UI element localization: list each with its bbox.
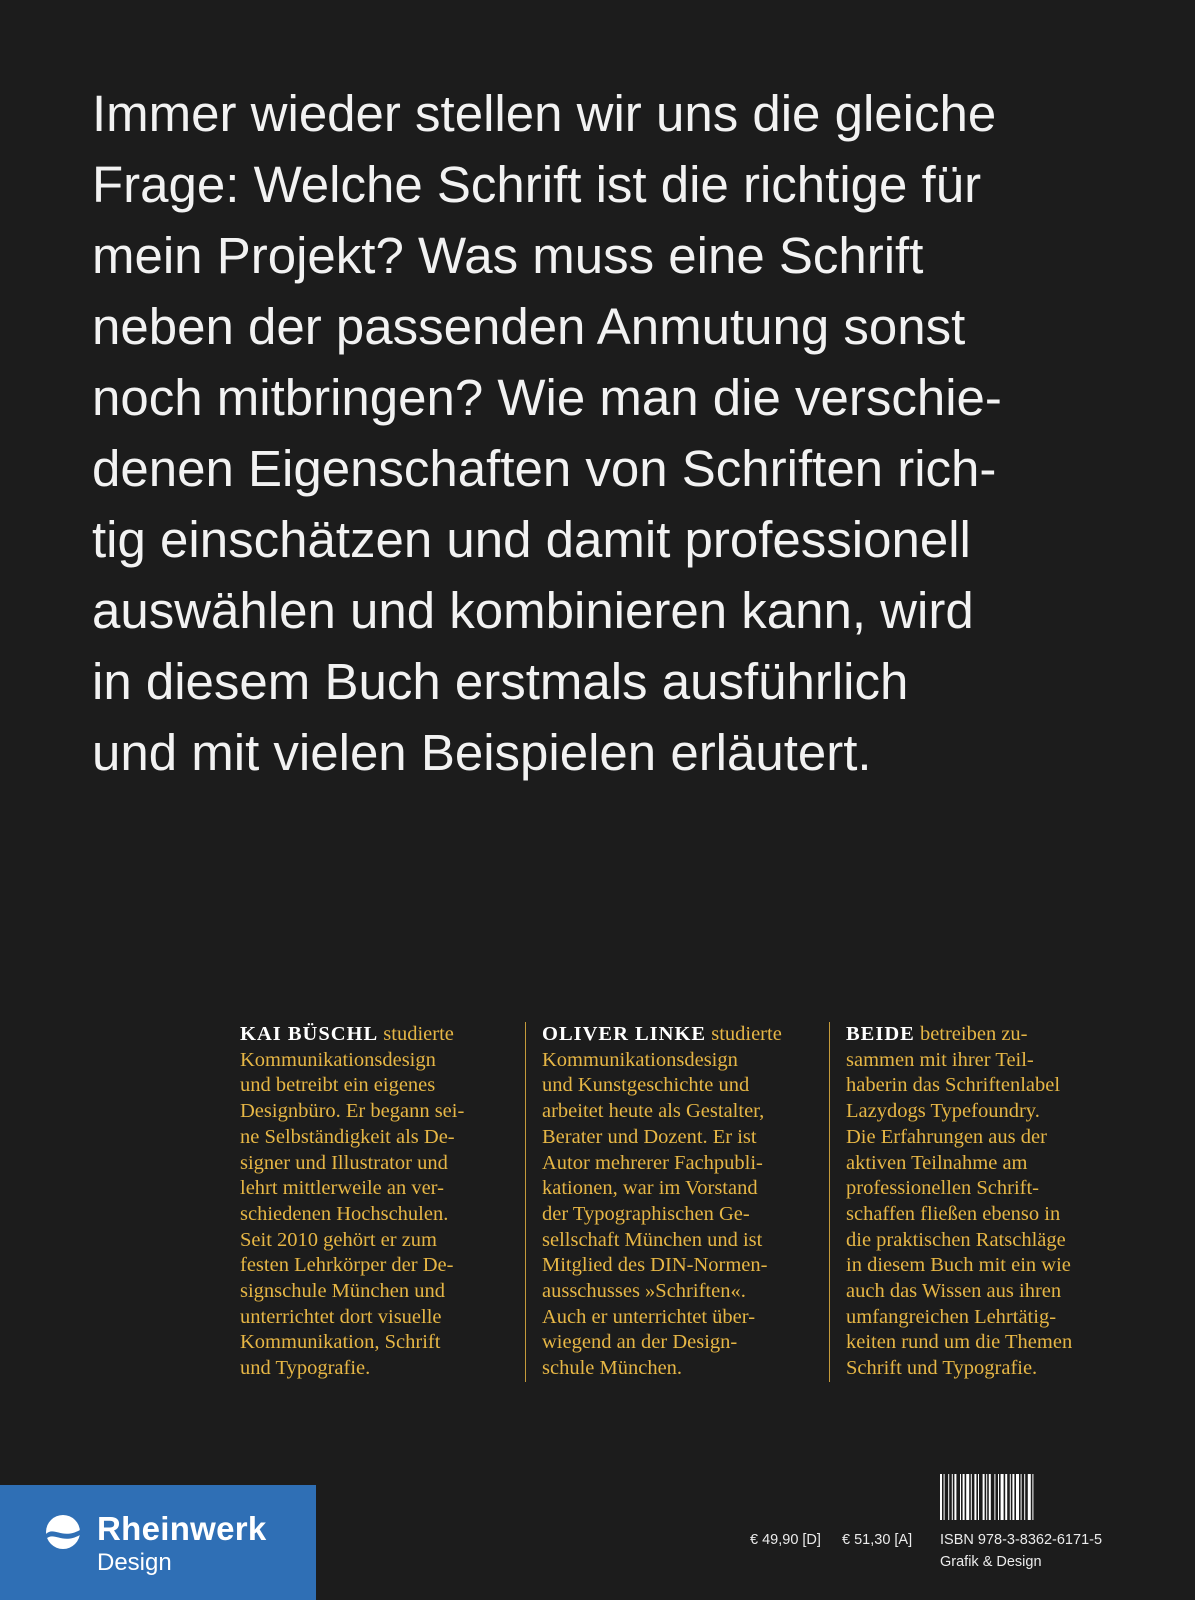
bio-line: unterrichtet dort visuelle [240,1305,442,1328]
bio-line: Kommunikation, Schrift [240,1331,441,1354]
bio-line: signer und Illustrator und [240,1151,448,1174]
bio-line: und Typografie. [240,1357,371,1380]
bio-line: und betreibt ein eigenes [240,1074,436,1097]
bio-line: Autor mehrerer Fachpubli- [542,1151,763,1174]
bio-line: auch das Wissen aus ihren [846,1280,1062,1303]
bio-line: sellschaft München und ist [542,1228,763,1251]
bio-line: Mitglied des DIN-Normen- [542,1254,768,1277]
bio-text: studierte [706,1023,782,1045]
bio-line: Die Erfahrungen aus der [846,1125,1047,1148]
author-bios [232,1022,1132,1386]
bio-line: sammen mit ihrer Teil- [846,1048,1034,1071]
bio-line: Schrift und Typografie. [846,1357,1038,1380]
bio-line: Kommunikationsdesign [240,1048,436,1071]
column-divider [829,1022,830,1382]
barcode [940,1474,1122,1520]
author-name: OLIVER LINKE [542,1023,707,1045]
bio-oliver-linke [542,1022,822,1386]
bio-line: arbeitet heute als Gestalter, [542,1100,765,1123]
bio-line: die praktischen Ratschläge [846,1228,1066,1251]
blurb-line: noch mitbringen? Wie man die verschie- [92,369,1002,426]
bio-line: ausschusses »Schriften«. [542,1280,746,1303]
bio-line: schule München. [542,1357,683,1380]
bio-line: und Kunstgeschichte und [542,1074,750,1097]
bio-line: schaffen fließen ebenso in [846,1202,1061,1225]
bio-text: studierte [378,1023,454,1045]
bio-line: Lazydogs Typefoundry. [846,1100,1040,1123]
bio-line: Kommunikationsdesign [542,1048,738,1071]
bio-first-line [240,1022,520,1048]
author-name: BEIDE [846,1023,915,1045]
price-germany: € 49,90 [D] [750,1532,821,1548]
author-name: KAI BÜSCHL [240,1023,379,1045]
bio-kai-bueschl [240,1022,520,1386]
blurb-line: denen Eigenschaften von Schriften rich- [92,440,997,497]
blurb-line: tig einschätzen und damit professionell [92,511,971,568]
publisher-imprint: Design [97,1549,172,1576]
bio-line: festen Lehrkörper der De- [240,1254,454,1277]
bio-line: Auch er unterrichtet über- [542,1305,756,1328]
bio-line: umfangreichen Lehrtätig- [846,1305,1057,1328]
bio-line: in diesem Buch mit ein wie [846,1254,1071,1277]
bio-line: kationen, war im Vorstand [542,1177,758,1200]
bio-first-line [846,1022,1136,1048]
bio-beide [846,1022,1136,1386]
bio-line: ne Selbständigkeit als De- [240,1125,455,1148]
bio-line: wiegend an der Design- [542,1331,738,1354]
bio-line: der Typographischen Ge- [542,1202,750,1225]
blurb-text [92,78,1132,788]
bio-line: lehrt mittlerweile an ver- [240,1177,444,1200]
blurb-line: neben der passenden Anmutung sonst [92,298,966,355]
bio-line: haberin das Schriftenlabel [846,1074,1061,1097]
blurb-line: auswählen und kombinieren kann, wird [92,582,974,639]
bio-line: schiedenen Hochschulen. [240,1202,449,1225]
bio-line: Berater und Dozent. Er ist [542,1125,757,1148]
blurb-line: Frage: Welche Schrift ist die richtige für [92,156,982,213]
bio-line: keiten rund um die Themen [846,1331,1073,1354]
blurb-line: und mit vielen Beispielen erläutert. [92,724,872,781]
price-austria: € 51,30 [A] [842,1532,913,1548]
column-divider [525,1022,526,1382]
publisher-name: Rheinwerk [97,1510,267,1547]
isbn-number: ISBN 978-3-8362-6171-5 [940,1532,1103,1548]
bio-line: signschule München und [240,1280,445,1303]
bio-text: betreiben zu- [914,1023,1028,1045]
bio-line: Designbüro. Er begann sei- [240,1100,465,1123]
bio-line: aktiven Teilnahme am [846,1151,1028,1174]
bio-line: Seit 2010 gehört er zum [240,1228,437,1251]
blurb-line: in diesem Buch erstmals ausführlich [92,653,909,710]
publisher-logo [0,1485,316,1600]
bio-line: professionellen Schrift- [846,1177,1039,1200]
rheinwerk-wave-icon [45,1514,81,1550]
blurb-line: Immer wieder stellen wir uns die gleiche [92,85,997,142]
blurb-line: mein Projekt? Was muss eine Schrift [92,227,924,284]
book-category: Grafik & Design [940,1554,1042,1570]
bio-first-line [542,1022,822,1048]
